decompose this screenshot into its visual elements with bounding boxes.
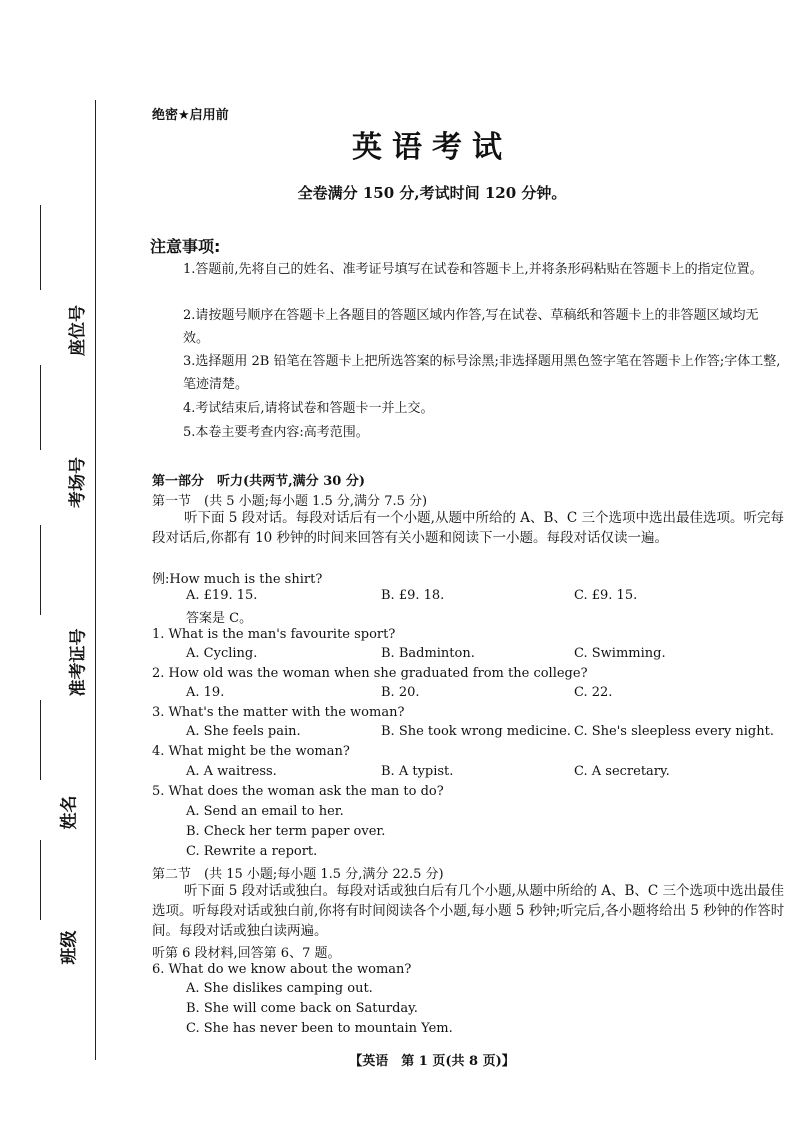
notice-item: 4.考试结束后,请将试卷和答题卡一并上交。 [183, 401, 434, 416]
q2-option-b: B. 20. [381, 685, 420, 700]
q5-option-b: B. Check her term paper over. [186, 824, 386, 839]
notice-item: 3.选择题用 2B 铅笔在答题卡上把所选答案的标号涂黑;非选择题用黑色签字笔在答题卡上作答;字体工整,笔迹清楚。 [183, 354, 781, 392]
name-blank [40, 700, 41, 780]
question-6: 6. What do we know about the woman? [152, 962, 412, 977]
section1-instructions: 听下面 5 段对话。每段对话后有一个小题,从题中所给的 A、B、C 三个选项中选出最佳选项。听完每段对话后,你都有 10 秒钟的时间来回答有关小题和阅读下一小题。每段对话仅读一遍。 [152, 510, 785, 546]
class-blank [40, 840, 41, 920]
q2-option-c: C. 22. [574, 685, 613, 700]
exam-subtitle: 全卷满分 150 分,考试时间 120 分钟。 [297, 184, 567, 202]
q4-option-a: A. A waitress. [186, 764, 277, 779]
example-question: 例:How much is the shirt? [152, 572, 323, 587]
q3-option-a: A. She feels pain. [186, 724, 301, 739]
example-option-c: C. £9. 15. [574, 588, 638, 603]
question-3: 3. What's the matter with the woman? [152, 705, 405, 720]
section2-heading: 第二节 (共 15 小题;每小题 1.5 分,满分 22.5 分) [152, 867, 444, 882]
class-label: 班级 [59, 930, 80, 965]
confidential-mark: 绝密★启用前 [152, 108, 229, 123]
notice-item: 1.答题前,先将自己的姓名、准考证号填写在试卷和答题卡上,并将条形码粘贴在答题卡上的指定位置。 [183, 262, 763, 277]
seat-blank [40, 205, 41, 290]
binding-line [95, 100, 96, 1060]
question-1: 1. What is the man's favourite sport? [152, 627, 396, 642]
page-footer: 【英语 第 1 页(共 8 页)】 [349, 1054, 515, 1069]
q4-option-b: B. A typist. [381, 764, 454, 779]
example-answer: 答案是 C。 [186, 611, 253, 626]
q5-option-c: C. Rewrite a report. [186, 844, 318, 859]
q4-option-c: C. A secretary. [574, 764, 670, 779]
example-option-b: B. £9. 18. [381, 588, 445, 603]
q6-option-b: B. She will come back on Saturday. [186, 1001, 418, 1016]
question-4: 4. What might be the woman? [152, 744, 350, 759]
section1-heading: 第一节 (共 5 小题;每小题 1.5 分,满分 7.5 分) [152, 494, 428, 509]
notice-item: 2.请按题号顺序在答题卡上各题目的答题区域内作答,写在试卷、草稿纸和答题卡上的非答题区域均无效。 [183, 308, 759, 346]
seat-label: 座位号 [68, 305, 88, 356]
q6-option-a: A. She dislikes camping out. [186, 981, 373, 996]
exam-room-blank [40, 365, 41, 450]
q1-option-a: A. Cycling. [186, 646, 258, 661]
exam-room-label: 考场号 [68, 457, 88, 508]
q3-option-b: B. She took wrong medicine. [381, 724, 571, 739]
page-title: 英语考试 [352, 130, 512, 165]
q6-option-c: C. She has never been to mountain Yem. [186, 1021, 453, 1036]
notice-item: 5.本卷主要考查内容:高考范围。 [183, 425, 369, 440]
question-2: 2. How old was the woman when she graduated from the college? [152, 666, 588, 681]
admission-blank [40, 525, 41, 615]
name-label: 姓名 [59, 795, 80, 830]
section2-instructions: 听下面 5 段对话或独白。每段对话或独白后有几个小题,从题中所给的 A、B、C 三个选项中选出最佳选项。听每段对话或独白前,你将有时间阅读各个小题,每小题 5 秒钟;听完后,各小题将给出 5 秒钟的作答时间。每段对话或独白读两遍。 [152, 883, 785, 939]
q1-option-c: C. Swimming. [574, 646, 666, 661]
example-option-a: A. £19. 15. [186, 588, 258, 603]
notice-heading: 注意事项: [150, 237, 221, 256]
part1-heading: 第一部分 听力(共两节,满分 30 分) [152, 474, 365, 489]
q2-option-a: A. 19. [186, 685, 225, 700]
material-6-note: 听第 6 段材料,回答第 6、7 题。 [152, 946, 341, 961]
q5-option-a: A. Send an email to her. [186, 804, 344, 819]
q3-option-c: C. She's sleepless every night. [574, 724, 774, 739]
q1-option-b: B. Badminton. [381, 646, 475, 661]
question-5: 5. What does the woman ask the man to do? [152, 784, 444, 799]
admission-label: 准考证号 [68, 628, 89, 697]
